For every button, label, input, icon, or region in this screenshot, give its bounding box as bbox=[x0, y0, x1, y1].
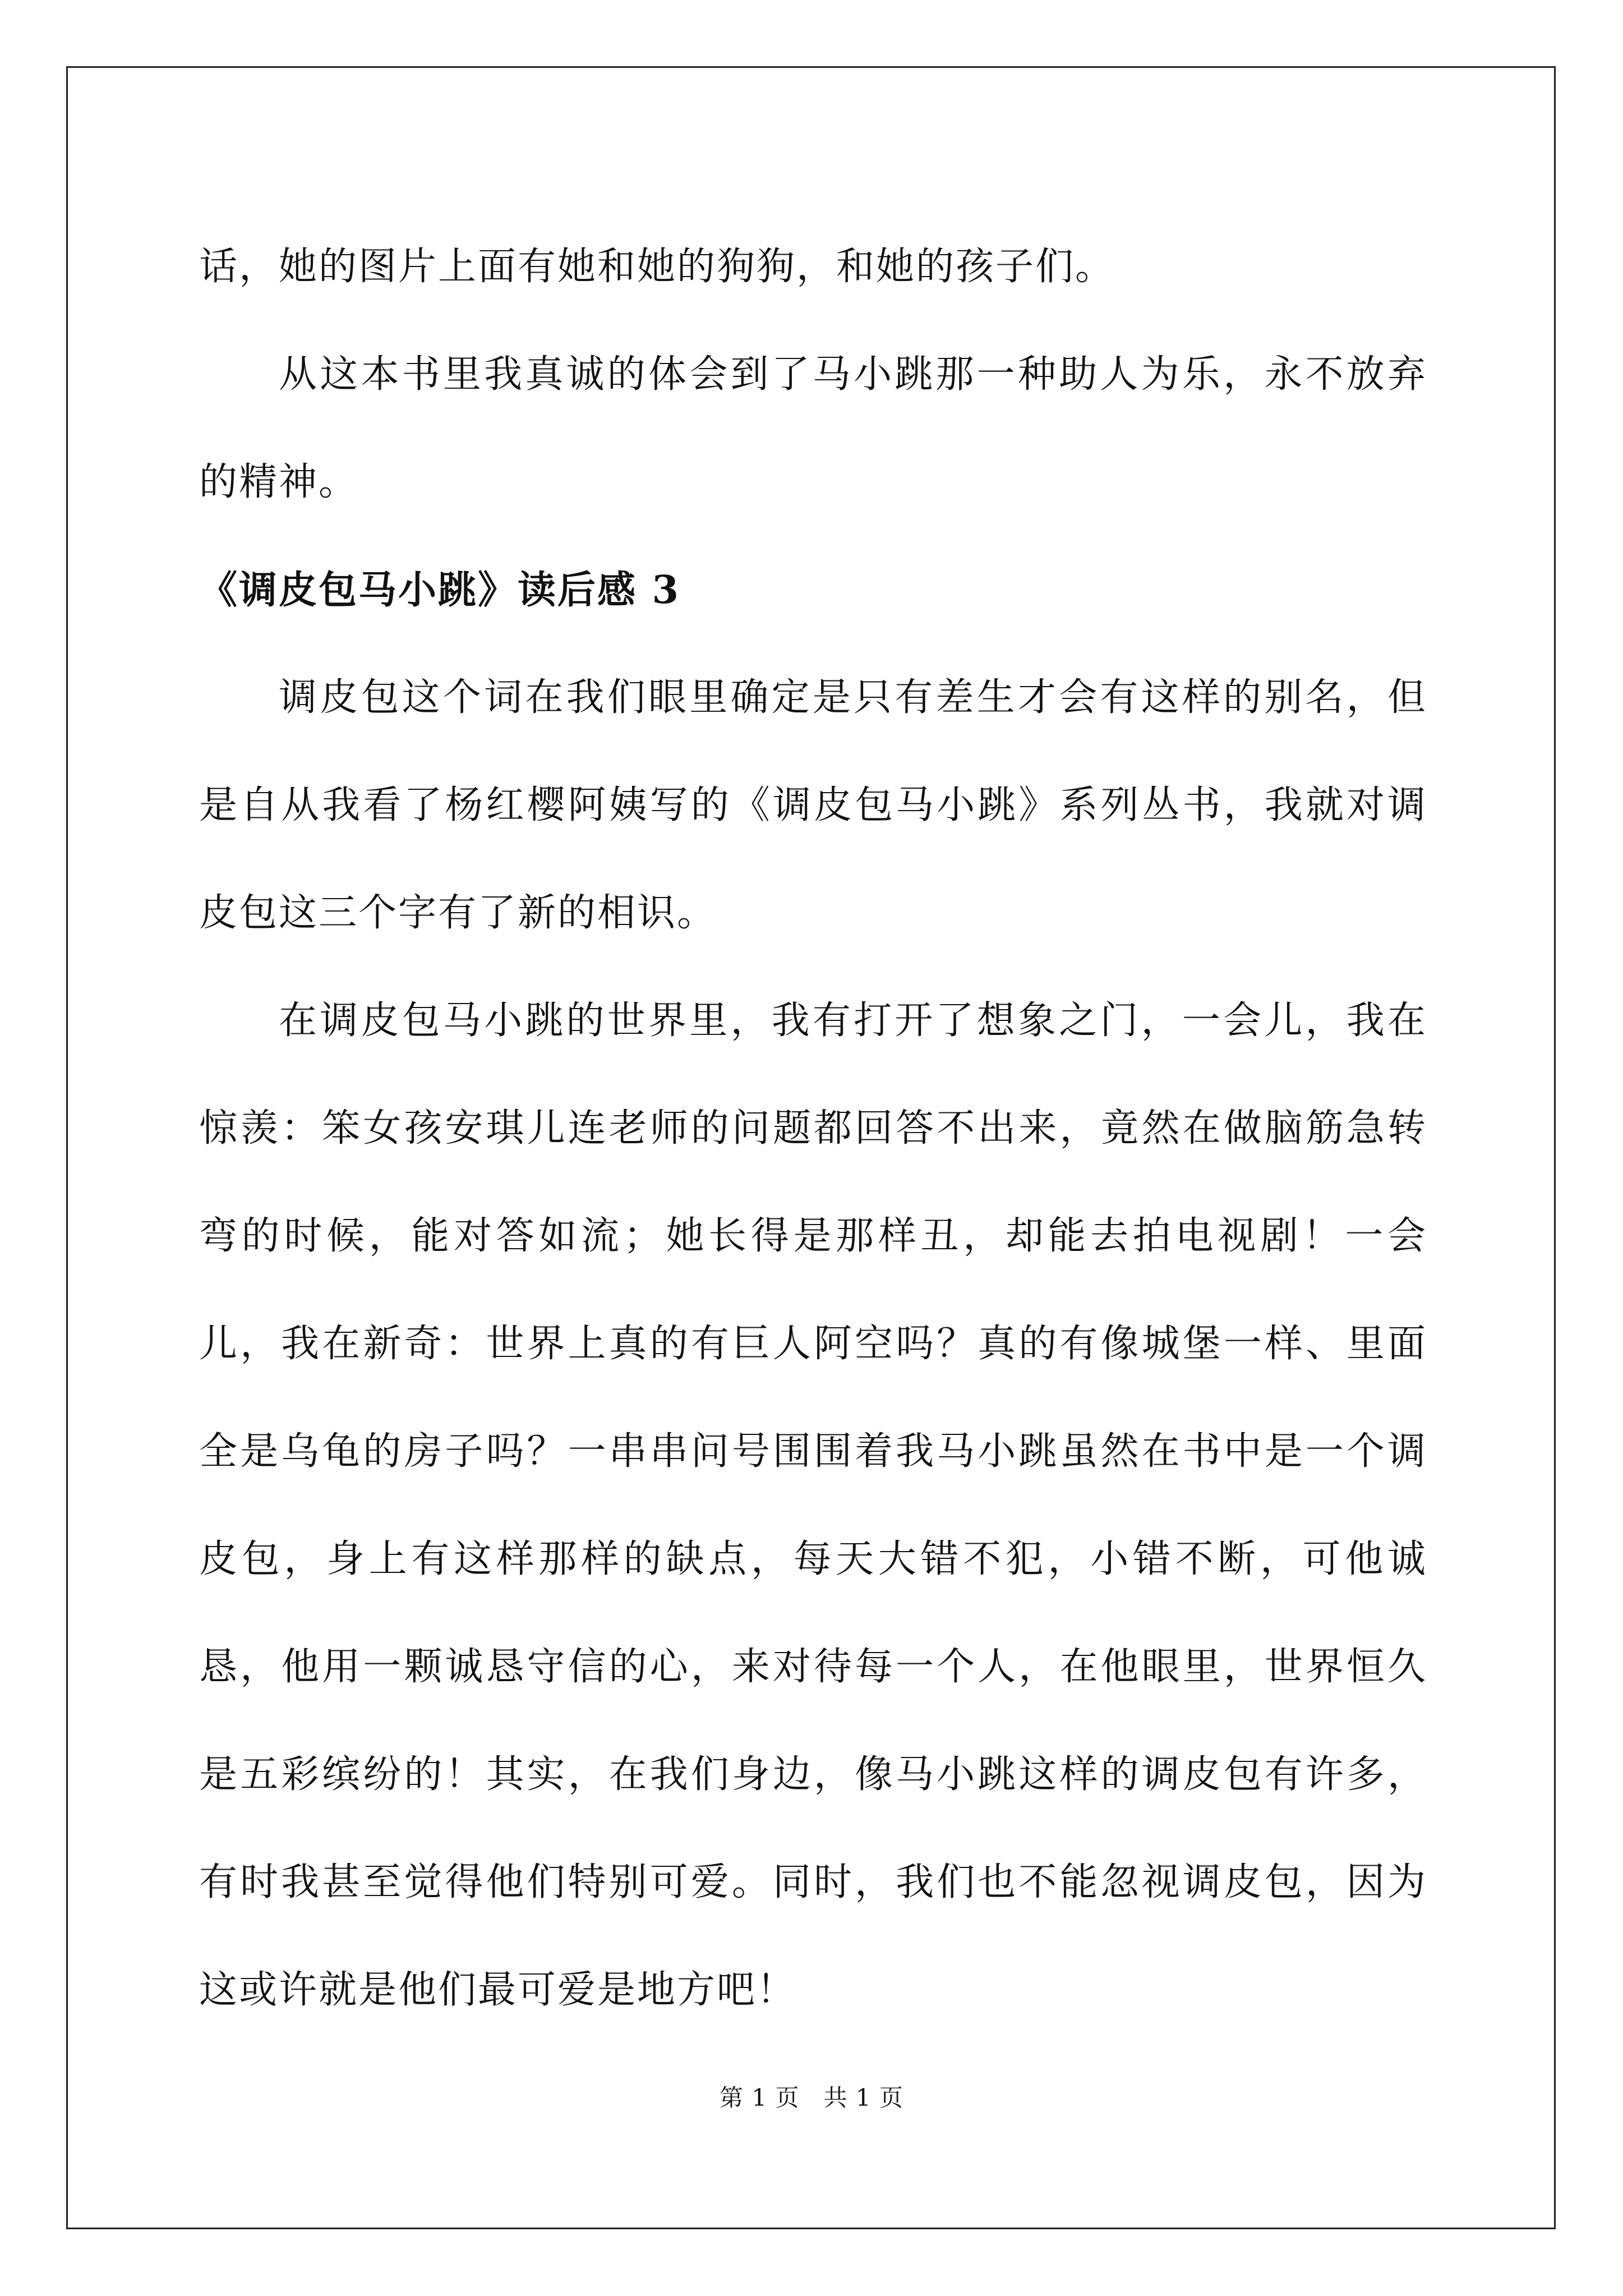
paragraph-spirit: 从这本书里我真诚的体会到了马小跳那一种助人为乐，永不放弃的精神。 bbox=[199, 352, 1427, 504]
paragraph-world: 在调皮包马小跳的世界里，我有打开了想象之门，一会儿，我在惊羡：笨女孩安琪儿连老师的问题都回答不出来，竟然在做脑筋急转弯的时候，能对答如流；她长得是那样丑，却能去拍电视剧！一会儿，我在新奇：世界上真的有巨人阿空吗？真的有像城堡一样、里面全是乌龟的房子吗？一串串问号围围着我马小跳虽然在书中是一个调皮包，身上有这样那样的缺点，每天大错不犯，小错不断，可他诚恳，他用一颗诚恳守信的心，来对待每一个人，在他眼里，世界恒久是五彩缤纷的！其实，在我们身边，像马小跳这样的调皮包有许多，有时我甚至觉得他们特别可爱。同时，我们也不能忽视调皮包，因为这或许就是他们最可爱是地方吧！ bbox=[199, 999, 1427, 2012]
page-footer bbox=[0, 2081, 1623, 2115]
section-heading: 《调皮包马小跳》读后感 3 bbox=[199, 568, 680, 613]
paragraph-continuation: 话，她的图片上面有她和她的狗狗，和她的孩子们。 bbox=[199, 245, 1115, 289]
page-total: 共 1 页 bbox=[823, 2084, 903, 2111]
document-body bbox=[199, 213, 1427, 2044]
page-number: 第 1 页 bbox=[720, 2084, 800, 2111]
paragraph-intro: 调皮包这个词在我们眼里确定是只有差生才会有这样的别名，但是自从我看了杨红樱阿姨写的《调皮包马小跳》系列丛书，我就对调皮包这三个字有了新的相识。 bbox=[199, 675, 1427, 935]
